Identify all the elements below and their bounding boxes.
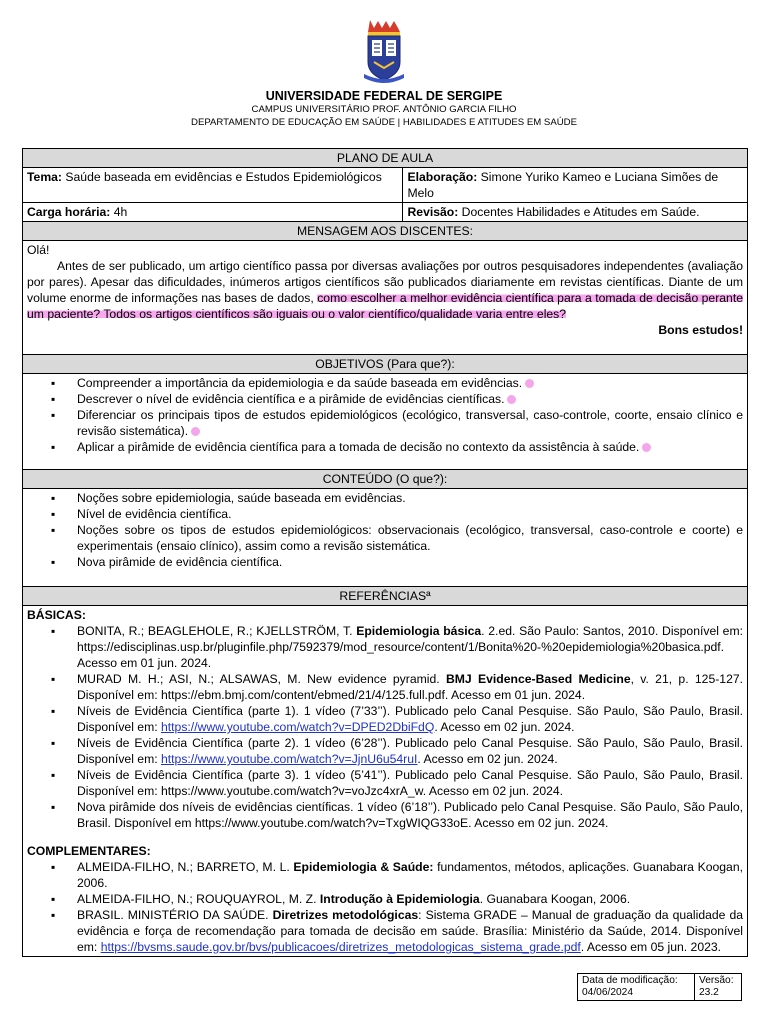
version-value: 23.2 bbox=[699, 987, 719, 998]
list-item: ▪ Nova pirâmide de evidência científica. bbox=[77, 554, 743, 570]
content-body bbox=[23, 489, 748, 587]
objectives-list bbox=[27, 375, 743, 455]
message-paragraph bbox=[27, 258, 743, 322]
list-item: ▪ Níveis de Evidência Científica (parte 1). 1 vídeo (7’33’’). Publicado pelo Canal Pesquise. São Paulo, São Paulo, Brasil. Disponível em: https://www.youtube.com/watch?v=DPED2DbiFdQ. Acesso em 02 jun. 2024. bbox=[77, 703, 743, 735]
list-item: ▪ Diferenciar os principais tipos de estudos epidemiológicos (ecológico, transversal, caso-controle, coorte, ensaio clínico e revisão sistemática). bbox=[77, 407, 743, 439]
message-highlighted-text: como escolher a melhor evidência científica para a tomada de decisão perante um paciente? Todos os artigos científicos são iguais ou o valor científico/qualidade varia entre eles? bbox=[27, 291, 743, 321]
elaboracao-cell bbox=[403, 168, 748, 203]
message-signoff: Bons estudos! bbox=[658, 323, 743, 337]
complementary-references-label: COMPLEMENTARES: bbox=[27, 844, 151, 858]
message-title: MENSAGEM AOS DISCENTES: bbox=[23, 222, 748, 241]
list-item: ▪ Nível de evidência científica. bbox=[77, 506, 743, 522]
list-item: ▪ Níveis de Evidência Científica (parte 3). 1 vídeo (5’41’’). Publicado pelo Canal Pesquise. São Paulo, São Paulo, Brasil. Disponível em: https://www.youtube.com/watch?v=voJzc4xrA_w. Acesso em 02 jun. 2024. bbox=[77, 767, 743, 799]
lesson-plan-table bbox=[22, 148, 748, 957]
references-title: REFERÊNCIASª bbox=[23, 587, 748, 606]
modified-date-cell bbox=[578, 974, 695, 1001]
list-item: ▪ BONITA, R.; BEAGLEHOLE, R.; KJELLSTRÖM, T. Epidemiologia básica. 2.ed. São Paulo: Santos, 2010. Disponível em: https://edisciplinas.usp.br/pluginfile.php/7592379/mod_resource/content/1/Bonita%20-%20epidemiologia%20basica.pdf. Acesso em 01 jun. 2024. bbox=[77, 623, 743, 671]
modified-value: 04/06/2024 bbox=[582, 987, 633, 998]
version-label: Versão: bbox=[699, 975, 734, 986]
list-item: ▪ MURAD M. H.; ASI, N.; ALSAWAS, M. New evidence pyramid. BMJ Evidence-Based Medicine, v. 21, p. 125-127. Disponível em: https://ebm.bmj.com/content/ebmed/21/4/125.full.pdf. Acesso em 01 jun. 2024. bbox=[77, 671, 743, 703]
reference-link[interactable]: https://www.youtube.com/watch?v=DPED2DbiFdQ bbox=[161, 720, 435, 734]
list-item: ▪ Compreender a importância da epidemiologia e da saúde baseada em evidências. bbox=[77, 375, 743, 391]
modification-footer bbox=[577, 973, 742, 1001]
list-item: ▪ ALMEIDA-FILHO, N.; BARRETO, M. L. Epidemiologia & Saúde: fundamentos, métodos, aplicações. Guanabara Koogan, 2006. bbox=[77, 859, 743, 891]
carga-value: 4h bbox=[110, 205, 128, 219]
highlight-dot bbox=[507, 395, 516, 404]
elaboracao-label: Elaboração: bbox=[407, 170, 478, 184]
list-item: ▪ Nova pirâmide dos níveis de evidências científicas. 1 vídeo (6’18’’). Publicado pelo Canal Pesquise. São Paulo, São Paulo, Brasil. Disponível em https://www.youtube.com/watch?v=TxgWIQG33oE. Acesso em 02 jun. 2024. bbox=[77, 799, 743, 831]
carga-label: Carga horária: bbox=[27, 205, 111, 219]
revisao-cell bbox=[403, 203, 748, 222]
highlight-dot bbox=[525, 379, 534, 388]
revisao-value: Docentes Habilidades e Atitudes em Saúde. bbox=[458, 205, 700, 219]
objectives-title: OBJETIVOS (Para que?): bbox=[23, 355, 748, 374]
tema-label: Tema: bbox=[27, 170, 62, 184]
references-body bbox=[23, 606, 748, 957]
carga-cell bbox=[23, 203, 403, 222]
revisao-label: Revisão: bbox=[407, 205, 459, 219]
list-item: ▪ ALMEIDA-FILHO, N.; ROUQUAYROL, M. Z. Introdução à Epidemiologia. Guanabara Koogan, 2006. bbox=[77, 891, 743, 907]
list-item: ▪ Noções sobre os tipos de estudos epidemiológicos: observacionais (ecológico, transversal, caso-controle e coorte) e experimentais (ensaio clínico), assim como a revisão sistemática. bbox=[77, 522, 743, 554]
version-cell bbox=[695, 974, 742, 1001]
tema-value: Saúde baseada em evidências e Estudos Epidemiológicos bbox=[62, 170, 382, 184]
elaboracao-value: Simone Yuriko Kameo e Luciana Simões de Melo bbox=[407, 170, 719, 200]
highlight-dot bbox=[191, 427, 200, 436]
university-crest-icon bbox=[360, 18, 408, 86]
modified-label: Data de modificação: bbox=[582, 975, 678, 986]
highlight-dot bbox=[642, 443, 651, 452]
list-item: ▪ Noções sobre epidemiologia, saúde baseada em evidências. bbox=[77, 490, 743, 506]
list-item: ▪ Aplicar a pirâmide de evidência científica para a tomada de decisão no contexto da assistência à saúde. bbox=[77, 439, 743, 455]
basic-references-list bbox=[27, 623, 743, 831]
message-text: Antes de ser publicado, um artigo científico passa por diversas avaliações por outros pesquisadores independentes (avaliação por pares). Apesar das dificuldades, inúmeros artigos científicos são publicados diariamente em revistas científicas. Diante de um volume enorme de informações nas bases de dados, bbox=[27, 259, 743, 305]
list-item: ▪ BRASIL. MINISTÉRIO DA SAÚDE. Diretrizes metodológicas: Sistema GRADE – Manual de graduação da qualidade da evidência e força de recomendação para tomada de decisão em saúde. Brasília: Ministério da Saúde, 2014. Disponível em: https://bvsms.saude.gov.br/bvs/publicacoes/diretrizes_metodologicas_sistema_grade.pdf. Acesso em 05 jun. 2023. bbox=[77, 907, 743, 955]
plan-title: PLANO DE AULA bbox=[23, 149, 748, 168]
message-greeting: Olá! bbox=[27, 243, 50, 257]
university-name: UNIVERSIDADE FEDERAL DE SERGIPE bbox=[265, 89, 503, 103]
content-title: CONTEÚDO (O que?): bbox=[23, 470, 748, 489]
department-name: DEPARTAMENTO DE EDUCAÇÃO EM SAÚDE | HABILIDADES E ATITUDES EM SAÚDE bbox=[191, 117, 577, 128]
campus-name: CAMPUS UNIVERSITÁRIO PROF. ANTÔNIO GARCIA FILHO bbox=[251, 104, 517, 115]
document-header bbox=[0, 18, 768, 129]
basic-references-label: BÁSICAS: bbox=[27, 608, 86, 622]
message-body bbox=[23, 241, 748, 355]
reference-link[interactable]: https://bvsms.saude.gov.br/bvs/publicacoes/diretrizes_metodologicas_sistema_grade.pdf bbox=[100, 940, 581, 954]
content-list bbox=[27, 490, 743, 570]
objectives-body bbox=[23, 374, 748, 470]
complementary-references-list bbox=[27, 859, 743, 955]
reference-link[interactable]: https://www.youtube.com/watch?v=JjnU6u54ruI bbox=[161, 752, 418, 766]
list-item: ▪ Níveis de Evidência Científica (parte 2). 1 vídeo (6’28’’). Publicado pelo Canal Pesquise. São Paulo, São Paulo, Brasil. Disponível em: https://www.youtube.com/watch?v=JjnU6u54ruI. Acesso em 02 jun. 2024. bbox=[77, 735, 743, 767]
tema-cell bbox=[23, 168, 403, 203]
list-item: ▪ Descrever o nível de evidência científica e a pirâmide de evidências científicas. bbox=[77, 391, 743, 407]
